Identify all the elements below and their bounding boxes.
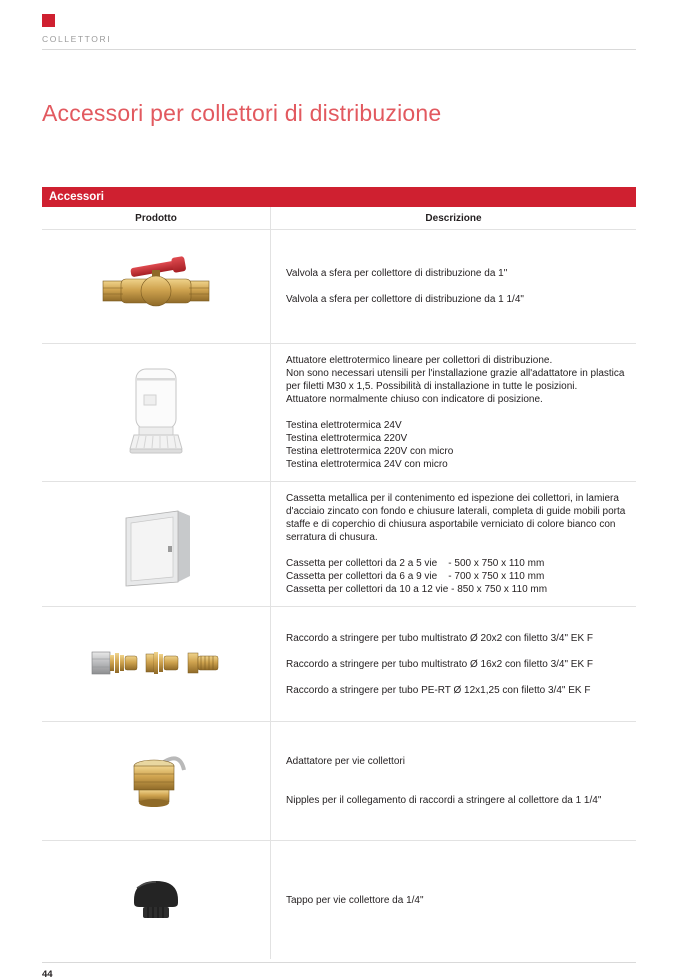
page-footer	[42, 962, 636, 980]
metal-cabinet-image	[116, 498, 196, 590]
product-image-cell	[42, 482, 270, 606]
description-line: Raccordo a stringere per tubo multistrato Ø 16x2 con filetto 3/4" EK F	[286, 658, 594, 670]
description-line: Cassetta per collettori da 2 a 5 vie - 500 x 750 x 110 mm	[286, 558, 545, 569]
category-label: COLLETTORI	[42, 34, 112, 44]
table-header-row	[42, 207, 636, 230]
description-spacer	[286, 781, 630, 794]
table-row	[42, 607, 636, 722]
column-header-prodotto: Prodotto	[135, 213, 177, 224]
description-line: Testina elettrotermica 220V con micro	[286, 446, 454, 457]
description-line: Valvola a sfera per collettore di distribuzione da 1"	[286, 268, 508, 279]
product-image-cell	[42, 722, 270, 840]
product-image-cell	[42, 607, 270, 721]
description-line: Attuatore normalmente chiuso con indicatore di posizione.	[286, 394, 543, 405]
page-title: Accessori per collettori di distribuzione	[42, 100, 442, 126]
footer-divider	[42, 962, 636, 963]
accessories-table	[42, 207, 636, 959]
description-line: Cassetta per collettori da 6 a 9 vie - 700 x 750 x 110 mm	[286, 571, 545, 582]
description-spacer	[286, 768, 630, 781]
description-line: Cassetta metallica per il contenimento ed ispezione dei collettori, in lamiera d'acciaio zincato con fondo e chiusure laterali, completa di guide mobili porta staffe e di coperchio di chiusura asportabile verniciato di colore bianco con serratura di chusura.	[286, 493, 629, 543]
product-image-cell	[42, 841, 270, 959]
description-line: Valvola a sfera per collettore di distribuzione da 1 1/4"	[286, 294, 524, 305]
table-row	[42, 841, 636, 959]
description-line: Adattatore per vie collettori	[286, 756, 405, 767]
description-line: Non sono necessari utensili per l'installazione grazie all'adattatore in plastica per filetti M30 x 1,5. Possibilità di installazione in tutte le posizioni.	[286, 368, 628, 392]
electrothermic-actuator-image	[127, 365, 185, 461]
description-line: Testina elettrotermica 220V	[286, 433, 408, 444]
description-line: Testina elettrotermica 24V	[286, 420, 402, 431]
table-row	[42, 722, 636, 841]
description-spacer	[286, 671, 630, 684]
page-number: 44	[42, 969, 53, 980]
product-description-cell	[270, 722, 636, 840]
product-image-cell	[42, 230, 270, 343]
product-description-cell	[270, 607, 636, 721]
description-line: Cassetta per collettori da 10 a 12 vie - 850 x 750 x 110 mm	[286, 584, 548, 595]
table-row	[42, 230, 636, 344]
page-header	[42, 14, 636, 50]
ball-valve-image	[101, 255, 211, 319]
table-row	[42, 482, 636, 607]
product-description-cell	[270, 344, 636, 481]
table-row	[42, 344, 636, 482]
description-line: Raccordo a stringere per tubo multistrato Ø 20x2 con filetto 3/4" EK F	[286, 632, 594, 644]
description-line: Testina elettrotermica 24V con micro	[286, 459, 448, 470]
product-description-cell	[270, 482, 636, 606]
header-divider	[42, 49, 636, 50]
description-line: Tappo per vie collettore da 1/4"	[286, 894, 424, 906]
product-description-cell	[270, 230, 636, 343]
section-banner: Accessori	[42, 187, 636, 207]
manifold-adapter-image	[122, 750, 190, 812]
black-cap-image	[129, 876, 183, 924]
column-header-descrizione: Descrizione	[270, 207, 636, 229]
description-line: Raccordo a stringere per tubo PE-RT Ø 12x1,25 con filetto 3/4" EK F	[286, 684, 591, 696]
description-line: Nipples per il collegamento di raccordi a stringere al collettore da 1 1/4"	[286, 795, 602, 806]
compression-fittings-image	[90, 640, 222, 688]
description-spacer	[286, 406, 630, 419]
description-spacer	[286, 544, 630, 557]
product-image-cell	[42, 344, 270, 481]
product-description-cell	[270, 841, 636, 959]
description-line: Attuatore elettrotermico lineare per collettori di distribuzione.	[286, 355, 553, 366]
brand-square-logo	[42, 14, 55, 27]
description-spacer	[286, 645, 630, 658]
description-spacer	[286, 280, 630, 293]
